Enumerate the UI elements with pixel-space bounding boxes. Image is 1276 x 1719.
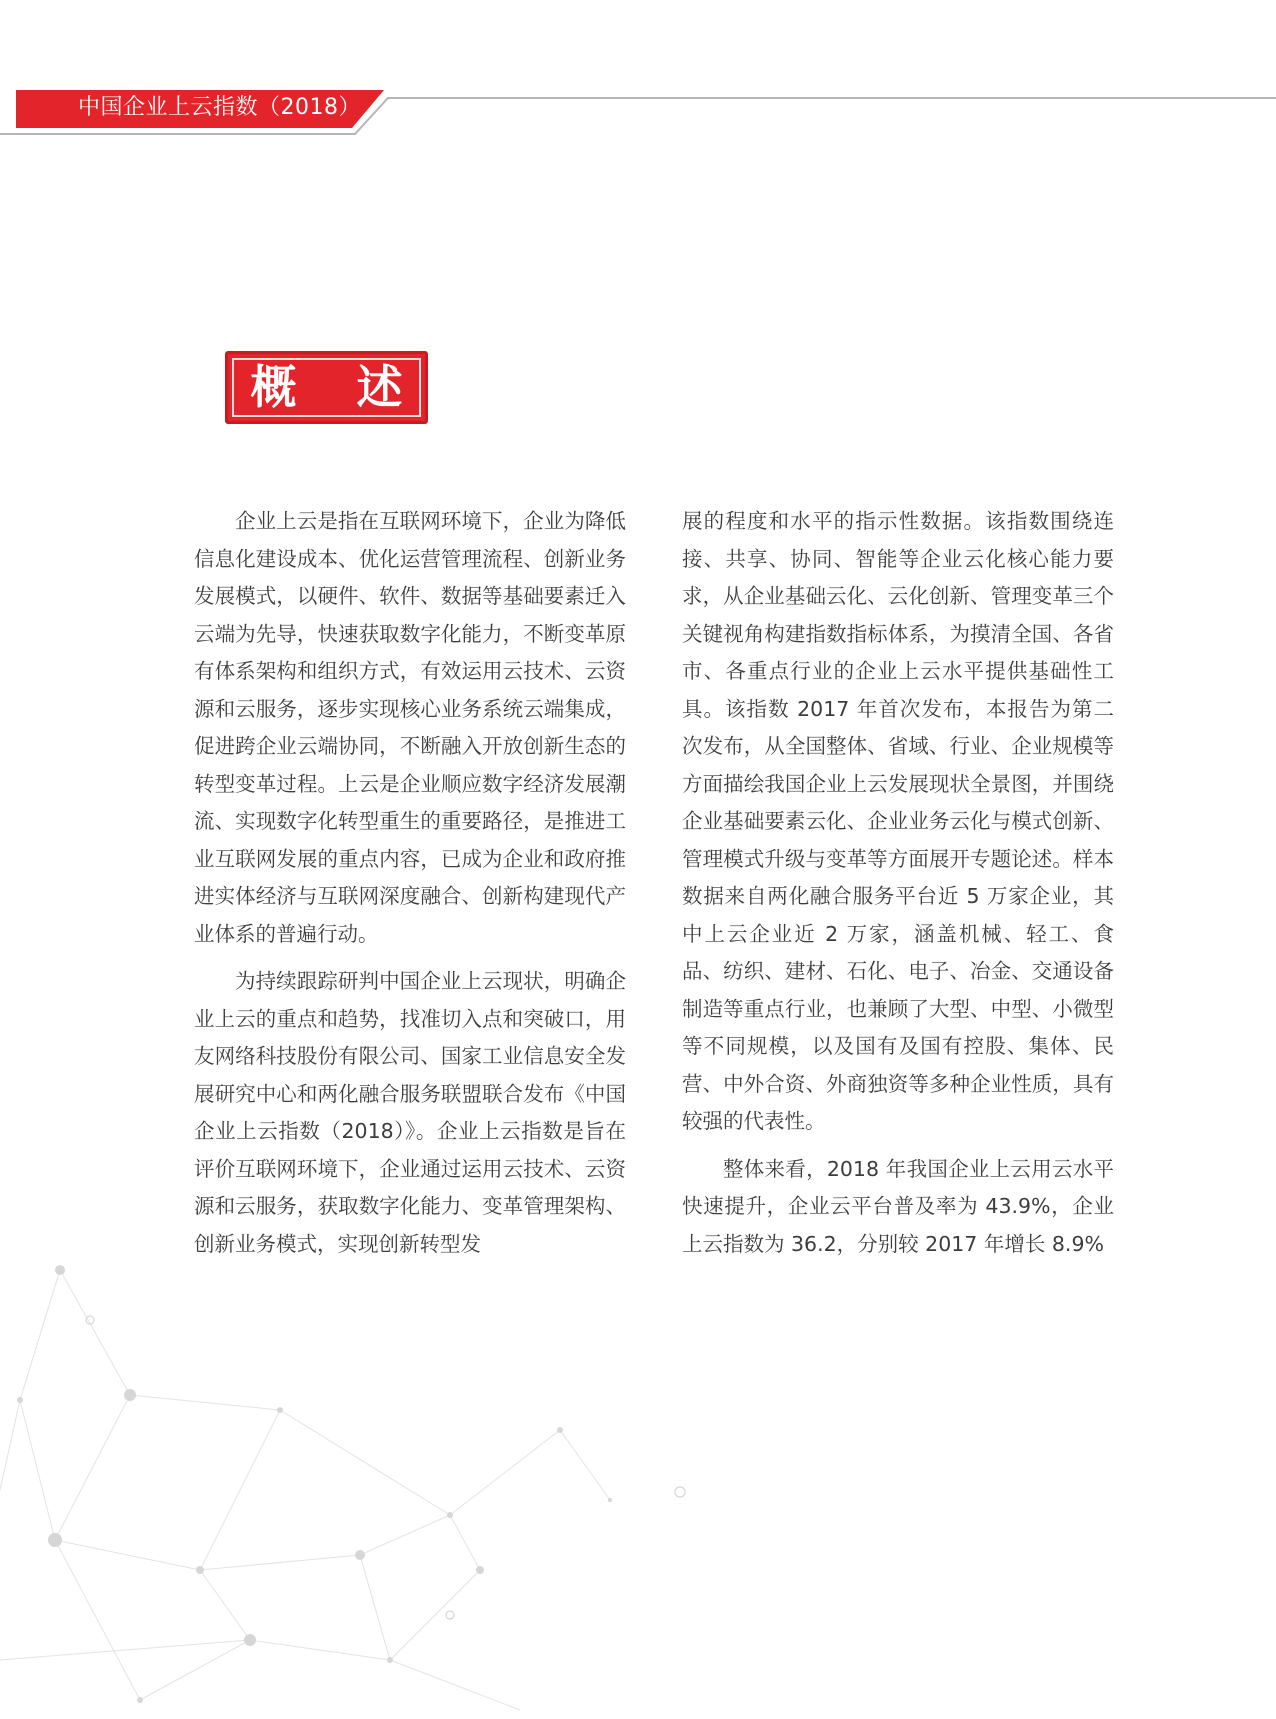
network-decoration bbox=[0, 1240, 720, 1719]
section-title: 概 述 bbox=[250, 360, 425, 414]
right-paragraph-1: 展的程度和水平的指示性数据。该指数围绕连接、共享、协同、智能等企业云化核心能力要求，从企业基础云化、云化创新、管理变革三个关键视角构建指数指标体系，为摸清全国、各省市、各重点行业的企业上云水平提供基础性工具。该指数 2017 年首次发布，本报告为第二次发布，从全国整体、省域、行业、企业规模等方面描绘我国企业上云发展现状全景图，并围绕企业基础要素云化、企业业务云化与模式创新、管理模式升级与变革等方面展开专题论述。样本数据来自两化融合服务平台近 5 万家企业，其中上云企业近 2 万家，涵盖机械、轻工、食品、纺织、建材、石化、电子、冶金、交通设备制造等重点行业，也兼顾了大型、中型、小微型等不同规模，以及国有及国有控股、集体、民营、中外合资、外商独资等多种企业性质，具有较强的代表性。 bbox=[682, 509, 1114, 1133]
right-paragraph-2: 整体来看，2018 年我国企业上云用云水平快速提升，企业云平台普及率为 43.9%，企业上云指数为 36.2，分别较 2017 年增长 8.9% bbox=[682, 1156, 1114, 1256]
left-column bbox=[194, 503, 626, 1273]
left-paragraph-1: 企业上云是指在互联网环境下，企业为降低信息化建设成本、优化运营管理流程、创新业务发展模式，以硬件、软件、数据等基础要素迁入云端为先导，快速获取数字化能力，不断变革原有体系架构和组织方式，有效运用云技术、云资源和云服务，逐步实现核心业务系统云端集成，促进跨企业云端协同，不断融入开放创新生态的转型变革过程。上云是企业顺应数字经济发展潮流、实现数字化转型重生的重要路径，是推进工业互联网发展的重点内容，已成为企业和政府推进实体经济与互联网深度融合、创新构建现代产业体系的普遍行动。 bbox=[194, 509, 626, 946]
right-column bbox=[682, 503, 1114, 1273]
left-paragraph-2: 为持续跟踪研判中国企业上云现状，明确企业上云的重点和趋势，找准切入点和突破口，用友网络科技股份有限公司、国家工业信息安全发展研究中心和两化融合服务联盟联合发布《中国企业上云指数（2018）》。企业上云指数是旨在评价互联网环境下，企业通过运用云技术、云资源和云服务，获取数字化能力、变革管理架构、创新业务模式，实现创新转型发 bbox=[194, 969, 626, 1256]
header-title: 中国企业上云指数（2018） bbox=[78, 95, 361, 120]
section-title-stamp bbox=[225, 351, 428, 424]
